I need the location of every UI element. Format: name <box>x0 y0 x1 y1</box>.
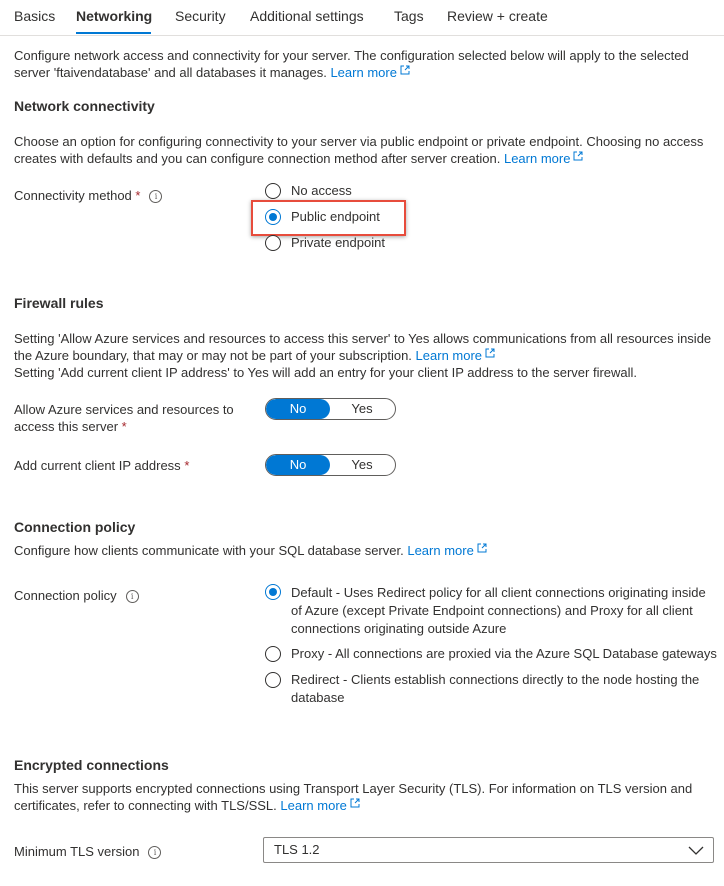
external-link-icon <box>485 348 495 358</box>
connection-policy-label-text: Connection policy <box>14 588 117 603</box>
encryption-desc-line-1: This server supports encrypted connections using Transport Layer Security (TLS). For information on TLS version and <box>14 781 693 796</box>
tls-version-value: TLS 1.2 <box>274 842 320 857</box>
client-ip-label <box>14 457 189 474</box>
encryption-description <box>14 780 692 814</box>
radio-policy-default-label[interactable] <box>291 584 706 638</box>
radio-policy-default[interactable] <box>265 584 281 600</box>
allow-azure-label-line-1: Allow Azure services and resources to <box>14 402 234 417</box>
info-icon[interactable]: i <box>148 846 161 859</box>
firewall-rules-heading: Firewall rules <box>14 295 104 311</box>
tab-networking[interactable]: Networking <box>76 8 153 24</box>
connection-policy-heading: Connection policy <box>14 519 136 535</box>
tab-tags[interactable]: Tags <box>394 8 424 24</box>
network-desc-line-2 <box>14 150 703 167</box>
policy-default-line-1: Default - Uses Redirect policy for all client connections originating inside <box>291 585 706 600</box>
active-tab-indicator <box>76 32 151 34</box>
encryption-learn-more-link[interactable]: Learn more <box>280 798 347 813</box>
tab-additional-settings[interactable]: Additional settings <box>250 8 364 24</box>
firewall-description <box>14 330 711 381</box>
intro-line-2-text: server 'ftaivendatabase' and all databases it manages. <box>14 65 327 80</box>
external-link-icon <box>573 151 583 161</box>
firewall-desc-line-3: Setting 'Add current client IP address' to Yes will add an entry for your client IP address to the server firewall. <box>14 365 638 380</box>
radio-public-endpoint[interactable] <box>265 209 281 225</box>
radio-policy-redirect-label[interactable] <box>291 671 699 707</box>
external-link-icon <box>350 798 360 808</box>
external-link-icon <box>477 543 487 553</box>
network-desc-line-2-text: creates with defaults and you can configure connection method after server creation. <box>14 151 501 166</box>
intro-line-2 <box>14 64 689 81</box>
info-icon[interactable]: i <box>126 590 139 603</box>
intro-line-1: Configure network access and connectivity for your server. The configuration selected below will apply to the selected <box>14 48 689 63</box>
encrypted-connections-heading: Encrypted connections <box>14 757 169 773</box>
intro-text <box>14 47 689 81</box>
connectivity-method-label-text: Connectivity method <box>14 188 132 203</box>
allow-azure-label-line-2 <box>14 418 234 435</box>
policy-learn-more-link[interactable]: Learn more <box>407 543 474 558</box>
network-connectivity-heading: Network connectivity <box>14 98 155 114</box>
tls-version-label <box>14 843 161 860</box>
info-icon[interactable]: i <box>149 190 162 203</box>
intro-learn-more-link[interactable]: Learn more <box>330 65 397 80</box>
tls-version-label-text: Minimum TLS version <box>14 844 140 859</box>
tab-basics[interactable]: Basics <box>14 8 56 24</box>
allow-azure-toggle-no[interactable]: No <box>266 399 330 419</box>
allow-azure-label <box>14 401 234 435</box>
policy-redirect-line-2: database <box>291 690 345 705</box>
tls-version-select[interactable] <box>263 837 714 863</box>
network-description <box>14 133 703 167</box>
required-marker: * <box>184 458 190 473</box>
radio-policy-redirect[interactable] <box>265 672 281 688</box>
allow-azure-toggle-yes[interactable]: Yes <box>351 401 373 416</box>
encryption-desc-line-2-text: certificates, refer to connecting with TLS/SSL. <box>14 798 277 813</box>
client-ip-label-text: Add current client IP address <box>14 458 181 473</box>
client-ip-toggle-no[interactable]: No <box>266 455 330 475</box>
tab-security[interactable]: Security <box>175 8 226 24</box>
radio-policy-proxy-label[interactable]: Proxy - All connections are proxied via the Azure SQL Database gateways <box>291 646 717 661</box>
chevron-down-icon <box>688 844 704 856</box>
required-marker: * <box>135 188 141 203</box>
client-ip-toggle[interactable] <box>265 454 396 476</box>
policy-description <box>14 542 487 559</box>
connectivity-method-label <box>14 187 162 204</box>
policy-default-line-3: connections originating outside Azure <box>291 621 507 636</box>
policy-desc-text: Configure how clients communicate with your SQL database server. <box>14 543 404 558</box>
network-learn-more-link[interactable]: Learn more <box>503 151 571 166</box>
policy-redirect-line-1: Redirect - Clients establish connections directly to the node hosting the <box>291 672 700 687</box>
required-marker: * <box>121 419 127 434</box>
radio-public-endpoint-label[interactable]: Public endpoint <box>291 209 380 224</box>
client-ip-toggle-yes[interactable]: Yes <box>351 457 373 472</box>
allow-azure-label-line-2-text: access this server <box>14 419 119 434</box>
radio-private-endpoint[interactable] <box>265 235 281 251</box>
external-link-icon <box>400 65 410 75</box>
tab-divider <box>0 35 724 36</box>
radio-private-endpoint-label[interactable]: Private endpoint <box>291 235 385 250</box>
tab-review-create[interactable]: Review + create <box>447 8 548 24</box>
policy-default-line-2: of Azure (except Private Endpoint connections) and Proxy for all client <box>291 603 693 618</box>
firewall-learn-more-link[interactable]: Learn more <box>415 348 483 363</box>
radio-policy-proxy[interactable] <box>265 646 281 662</box>
firewall-desc-line-2 <box>14 347 711 364</box>
firewall-desc-line-2-text: the Azure boundary, that may or may not be part of your subscription. <box>14 348 412 363</box>
network-desc-line-1: Choose an option for configuring connectivity to your server via public endpoint or private endpoint. Choosing no access <box>14 134 704 149</box>
encryption-desc-line-2 <box>14 797 692 814</box>
radio-no-access-label[interactable]: No access <box>291 183 352 198</box>
firewall-desc-line-1: Setting 'Allow Azure services and resources to access this server' to Yes allows communications from all resources inside <box>14 331 712 346</box>
allow-azure-toggle[interactable] <box>265 398 396 420</box>
radio-no-access[interactable] <box>265 183 281 199</box>
connection-policy-label <box>14 587 139 604</box>
